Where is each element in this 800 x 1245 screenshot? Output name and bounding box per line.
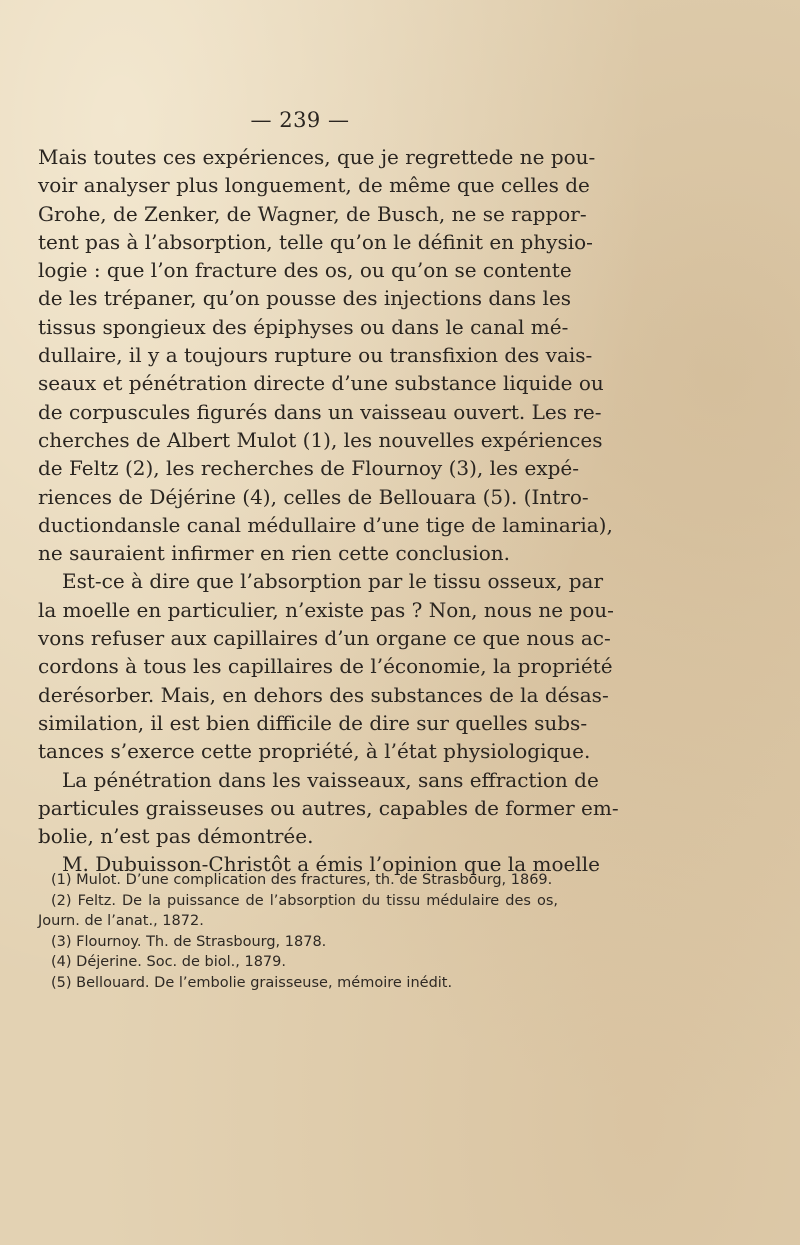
footnote: (4) Déjerine. Soc. de biol., 1879. [51,954,286,970]
text-line: bolie, n’est pas démontrée. [38,824,314,849]
text-line: M. Dubuisson-Christôt a émis l’opinion que la moelle [62,852,600,877]
text-line: Grohe, de Zenker, de Wagner, de Busch, ne se rappor- [38,201,587,226]
text-line: seaux et pénétration directe d’une substance liquide ou [38,371,604,396]
footnote: (2) Feltz. De la puissance de l’absorption du tissu médulaire des os, [51,892,558,909]
text-line: cordons à tous les capillaires de l’économie, la propriété [38,654,613,679]
footnote-continuation: Journ. de l’anat., 1872. [38,913,204,929]
text-line: riences de Déjérine (4), celles de Bellouara (5). (Intro- [38,484,589,509]
text-line: similation, il est bien difficile de dire sur quelles subs- [38,710,588,735]
text-line: vons refuser aux capillaires d’un organe ce que nous ac- [38,626,611,651]
text-line: de les trépaner, qu’on pousse des injections dans les [38,286,572,311]
text-line: Est-ce à dire que l’absorption par le tissu osseux, par [62,569,604,594]
text-line: La pénétration dans les vaisseaux, sans effraction de [62,767,599,792]
text-line: Mais toutes ces expériences, que je regrettede ne pou- [38,145,596,169]
text-line: tissus spongieux des épiphyses ou dans le canal mé- [38,314,569,339]
text-line: ductiondansle canal médullaire d’une tige de laminaria), [38,512,613,537]
text-line: la moelle en particulier, n’existe pas ? Non, nous ne pou- [38,597,614,622]
text-line: voir analyser plus longuement, de même que celles de [38,173,590,198]
footnotes [38,870,558,993]
text-line: tent pas à l’absorption, telle qu’on le définit en physio- [38,229,593,254]
footnote: (5) Bellouard. De l’embolie graisseuse, mémoire inédit. [51,974,453,991]
main-text [38,143,619,879]
text-line: de corpuscules figurés dans un vaisseau ouvert. Les re- [38,399,602,424]
text-line: logie : que l’on fracture des os, ou qu’on se contente [38,258,572,283]
text-line: de Feltz (2), les recherches de Flournoy (3), les expé- [38,456,579,481]
text-line: ne sauraient infirmer en rien cette conclusion. [38,541,510,566]
text-line: particules graisseuses ou autres, capables de former em- [38,795,619,820]
text-line: tances s’exerce cette propriété, à l’état physiologique. [38,739,591,764]
footnote: (1) Mulot. D’une complication des fractures, th. de Strasbourg, 1869. [51,872,553,888]
text-line: dullaire, il y a toujours rupture ou transfixion des vais- [38,343,593,368]
text-line: derésorber. Mais, en dehors des substances de la désas- [38,682,609,707]
page-number: — 239 — [250,108,350,132]
footnote: (3) Flournoy. Th. de Strasbourg, 1878. [51,933,327,950]
text-line: cherches de Albert Mulot (1), les nouvelles expériences [38,427,603,452]
